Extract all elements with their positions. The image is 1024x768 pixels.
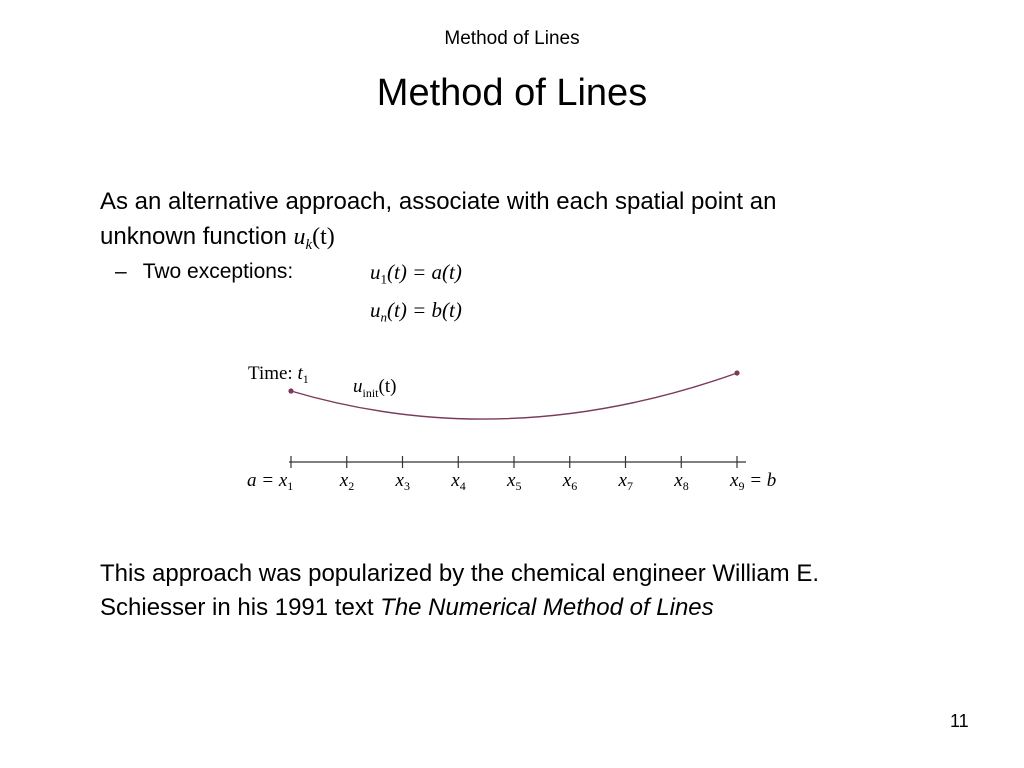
eq2-lhs: u: [370, 298, 381, 322]
bullet-label: Two exceptions:: [142, 260, 294, 283]
page-number: 11: [950, 711, 969, 731]
eq1-lhs: u: [370, 260, 381, 284]
curve-endpoint-left: [288, 388, 293, 393]
slide-title: Method of Lines: [376, 72, 648, 114]
function-subscript: k: [305, 237, 313, 254]
grid-point-label: $x_5$: [507, 470, 522, 493]
grid-point-label: $x_6$: [562, 470, 578, 493]
paragraph-2: [100, 557, 1000, 625]
slide-header: Method of Lines: [444, 28, 580, 49]
book-title: The Numerical Method of Lines: [380, 594, 714, 621]
paragraph-1-line-1: As an alternative approach, associate with each spatial point an: [100, 188, 777, 215]
paragraph-2-line-2: [100, 591, 1000, 625]
bullet-dash: –: [115, 260, 127, 283]
grid-point-label: $x_4$: [451, 470, 466, 493]
grid-point-label: $x_2$: [339, 470, 355, 493]
grid-point-label: $x_9 = b$: [730, 470, 777, 493]
eq1-rhs: (t) = a(t): [387, 260, 462, 284]
grid-point-label: $x_3$: [395, 470, 410, 493]
paragraph-2-prefix: Schiesser in his 1991 text: [100, 594, 374, 621]
function-symbol: u: [293, 224, 306, 250]
paragraph-2-line-1: This approach was popularized by the chemical engineer William E.: [100, 560, 820, 587]
eq2-rhs: (t) = b(t): [387, 298, 462, 322]
time-label: Time: $t_1$: [248, 363, 309, 386]
grid-point-label: $a = x_1$: [247, 470, 294, 493]
eq2-sub: n: [380, 309, 388, 325]
grid-point-label: $x_8$: [674, 470, 689, 493]
curve-label: $u_{init}(t)$: [353, 376, 397, 400]
eq1-sub: 1: [380, 271, 388, 287]
curve-endpoint-right: [734, 370, 739, 375]
function-arg: (t): [312, 224, 335, 250]
paragraph-1-prefix: unknown function: [100, 223, 287, 250]
grid-point-label: $x_7$: [618, 470, 633, 493]
